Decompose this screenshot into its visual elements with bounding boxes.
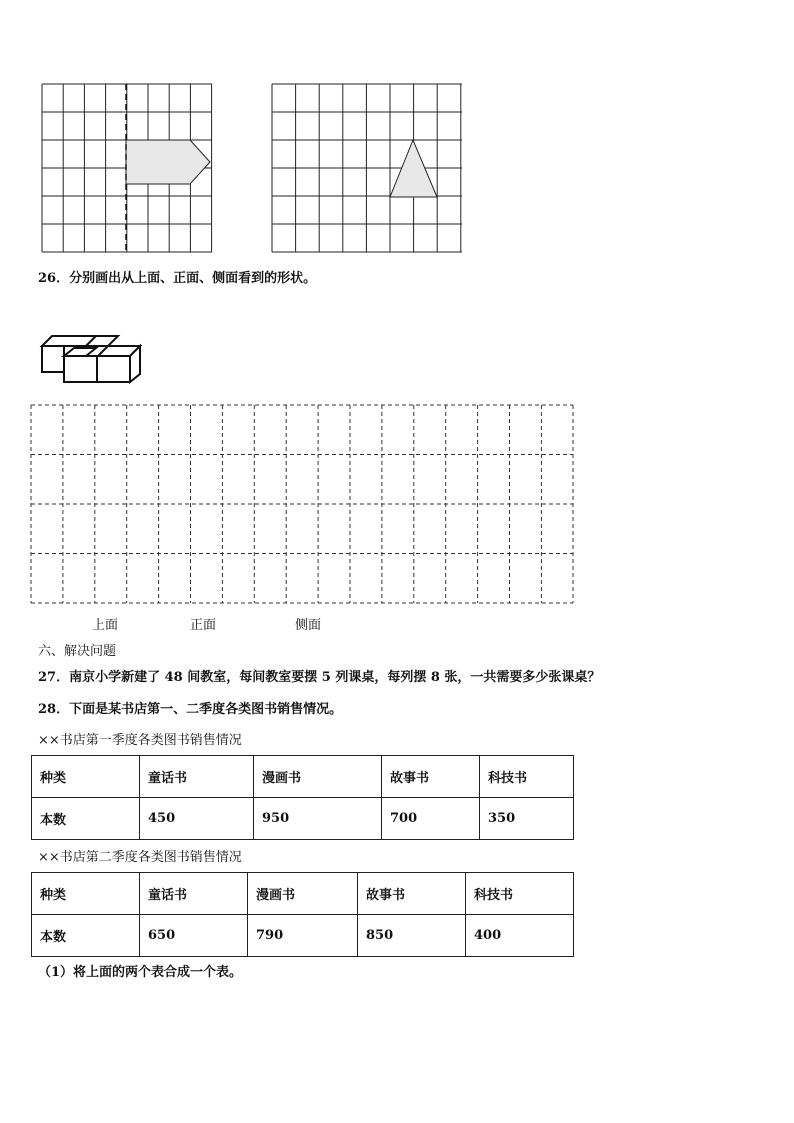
table-cell: 350 [480, 798, 574, 840]
drawing-dashed-grid[interactable] [31, 405, 573, 603]
cube-arrangement-figure [40, 334, 144, 386]
question-28: 28．下面是某书店第一、二季度各类图书销售情况。 [38, 702, 343, 717]
table-cell: 700 [382, 798, 480, 840]
sales-table-q1 [31, 755, 574, 840]
table-cell: 种类 [32, 756, 140, 798]
table-cell: 科技书 [480, 756, 574, 798]
question-27: 27．南京小学新建了 48 间教室，每间教室要摆 5 列课桌，每列摆 8 张，一共需要多少张课桌？ [38, 670, 601, 685]
question-26: 26．分别画出从上面、正面、侧面看到的形状。 [38, 271, 317, 286]
grid-right-triangle-figure [272, 84, 462, 252]
table-cell: 故事书 [358, 873, 466, 915]
table-cell: 漫画书 [254, 756, 382, 798]
table-cell: 本数 [32, 915, 140, 957]
table-row [32, 915, 574, 957]
table1-title: ××书店第一季度各类图书销售情况 [38, 733, 242, 748]
table-row [32, 756, 574, 798]
question-28-part-1: （1）将上面的两个表合成一个表。 [38, 965, 243, 980]
table-cell: 650 [140, 915, 248, 957]
table-cell: 童话书 [140, 873, 248, 915]
view-label-front: 正面 [190, 618, 217, 633]
table-cell: 本数 [32, 798, 140, 840]
table-cell: 科技书 [466, 873, 574, 915]
table-cell: 漫画书 [248, 873, 358, 915]
table2-title: ××书店第二季度各类图书销售情况 [38, 850, 242, 865]
table-row [32, 798, 574, 840]
sales-table-q2 [31, 872, 574, 957]
pentagon-shape [126, 140, 211, 184]
view-label-side: 侧面 [295, 618, 322, 633]
table-cell: 故事书 [382, 756, 480, 798]
table-cell: 790 [248, 915, 358, 957]
table-cell: 850 [358, 915, 466, 957]
section-heading: 六、解决问题 [38, 644, 117, 659]
table-cell: 450 [140, 798, 254, 840]
table-cell: 950 [254, 798, 382, 840]
table-cell: 400 [466, 915, 574, 957]
table-cell: 童话书 [140, 756, 254, 798]
table-row [32, 873, 574, 915]
table-cell: 种类 [32, 873, 140, 915]
view-label-top: 上面 [92, 618, 119, 633]
grid-left-symmetry-figure [42, 84, 212, 252]
